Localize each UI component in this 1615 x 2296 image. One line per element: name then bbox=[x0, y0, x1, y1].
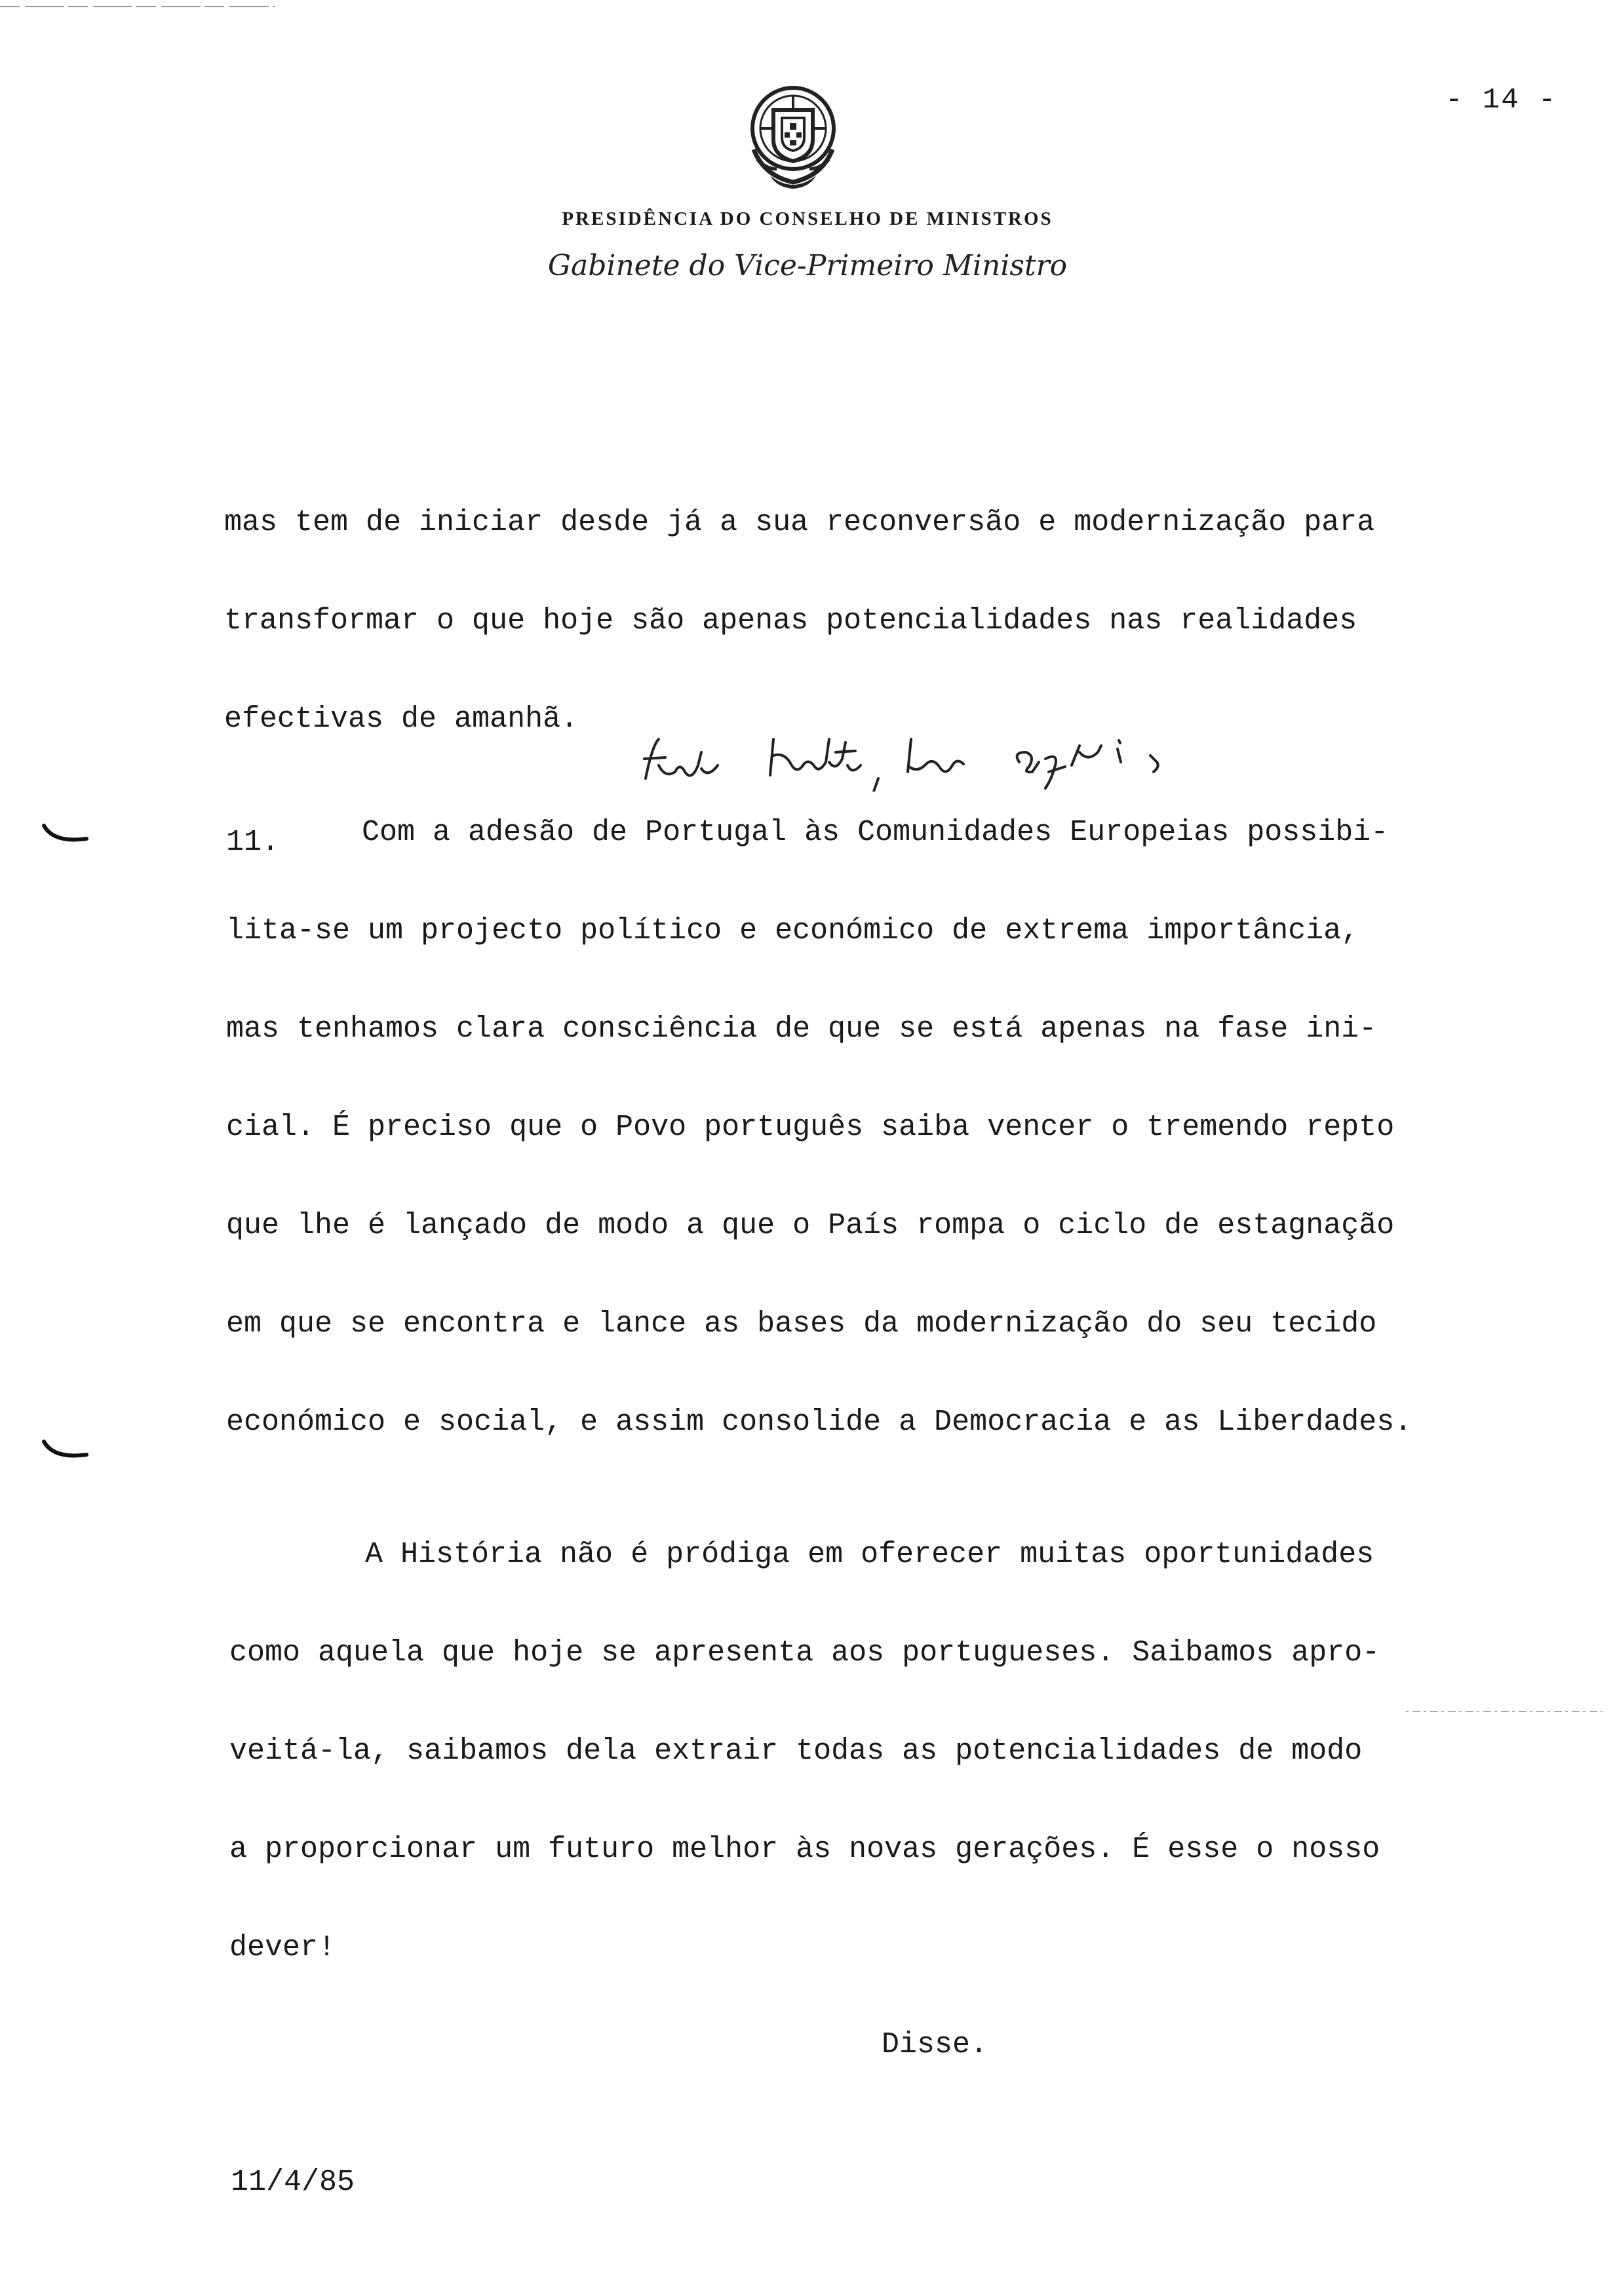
paragraph-line: dever! bbox=[229, 1931, 336, 1964]
closing-word: Disse. bbox=[882, 2028, 988, 2061]
paragraph-line: Com a adesão de Portugal às Comunidades Europeias possibi- bbox=[362, 816, 1389, 849]
item-number: 11. bbox=[226, 826, 280, 859]
paragraph-line: económico e social, e assim consolide a Democracia e as Liberdades. bbox=[226, 1406, 1412, 1439]
paragraph-line: a proporcionar um futuro melhor às novas gerações. É esse o nosso bbox=[229, 1833, 1380, 1866]
paragraph-line: que lhe é lançado de modo a que o País rompa o ciclo de estagnação bbox=[226, 1209, 1395, 1242]
office-name: Gabinete do Vice-Primeiro Ministro bbox=[547, 249, 1068, 282]
page-number: - 14 - bbox=[1445, 84, 1557, 117]
margin-bracket-mark bbox=[41, 1438, 93, 1464]
paragraph-line: A História não é pródiga em oferecer muitas oportunidades bbox=[365, 1538, 1374, 1571]
paragraph-line: cial. É preciso que o Povo português saiba vencer o tremendo repto bbox=[226, 1111, 1395, 1144]
paragraph-line: em que se encontra e lance as bases da modernização do seu tecido bbox=[226, 1307, 1377, 1341]
handwritten-annotation-icon bbox=[639, 726, 1216, 792]
organization-name: PRESIDÊNCIA DO CONSELHO DE MINISTROS bbox=[562, 208, 1053, 229]
paragraph-line: lita-se um projecto político e económico de extrema importância, bbox=[226, 914, 1359, 947]
paragraph-line: veitá-la, saibamos dela extrair todas as potencialidades de modo bbox=[229, 1734, 1363, 1768]
paragraph-line: mas tem de iniciar desde já a sua reconversão e modernização para bbox=[224, 506, 1375, 539]
margin-bracket-mark bbox=[41, 822, 93, 849]
document-date: 11/4/85 bbox=[231, 2166, 355, 2199]
paragraph-line: efectivas de amanhã. bbox=[224, 702, 579, 736]
portuguese-coat-of-arms-icon bbox=[737, 77, 849, 195]
scan-artifact-mark bbox=[1406, 1705, 1603, 1709]
paragraph-line: mas tenhamos clara consciência de que se está apenas na fase ini- bbox=[226, 1012, 1377, 1046]
paragraph-line: como aquela que hoje se apresenta aos portugueses. Saibamos apro- bbox=[229, 1636, 1380, 1670]
scan-edge-mark bbox=[0, 0, 275, 4]
paragraph-line: transformar o que hoje são apenas potencialidades nas realidades bbox=[224, 604, 1357, 638]
